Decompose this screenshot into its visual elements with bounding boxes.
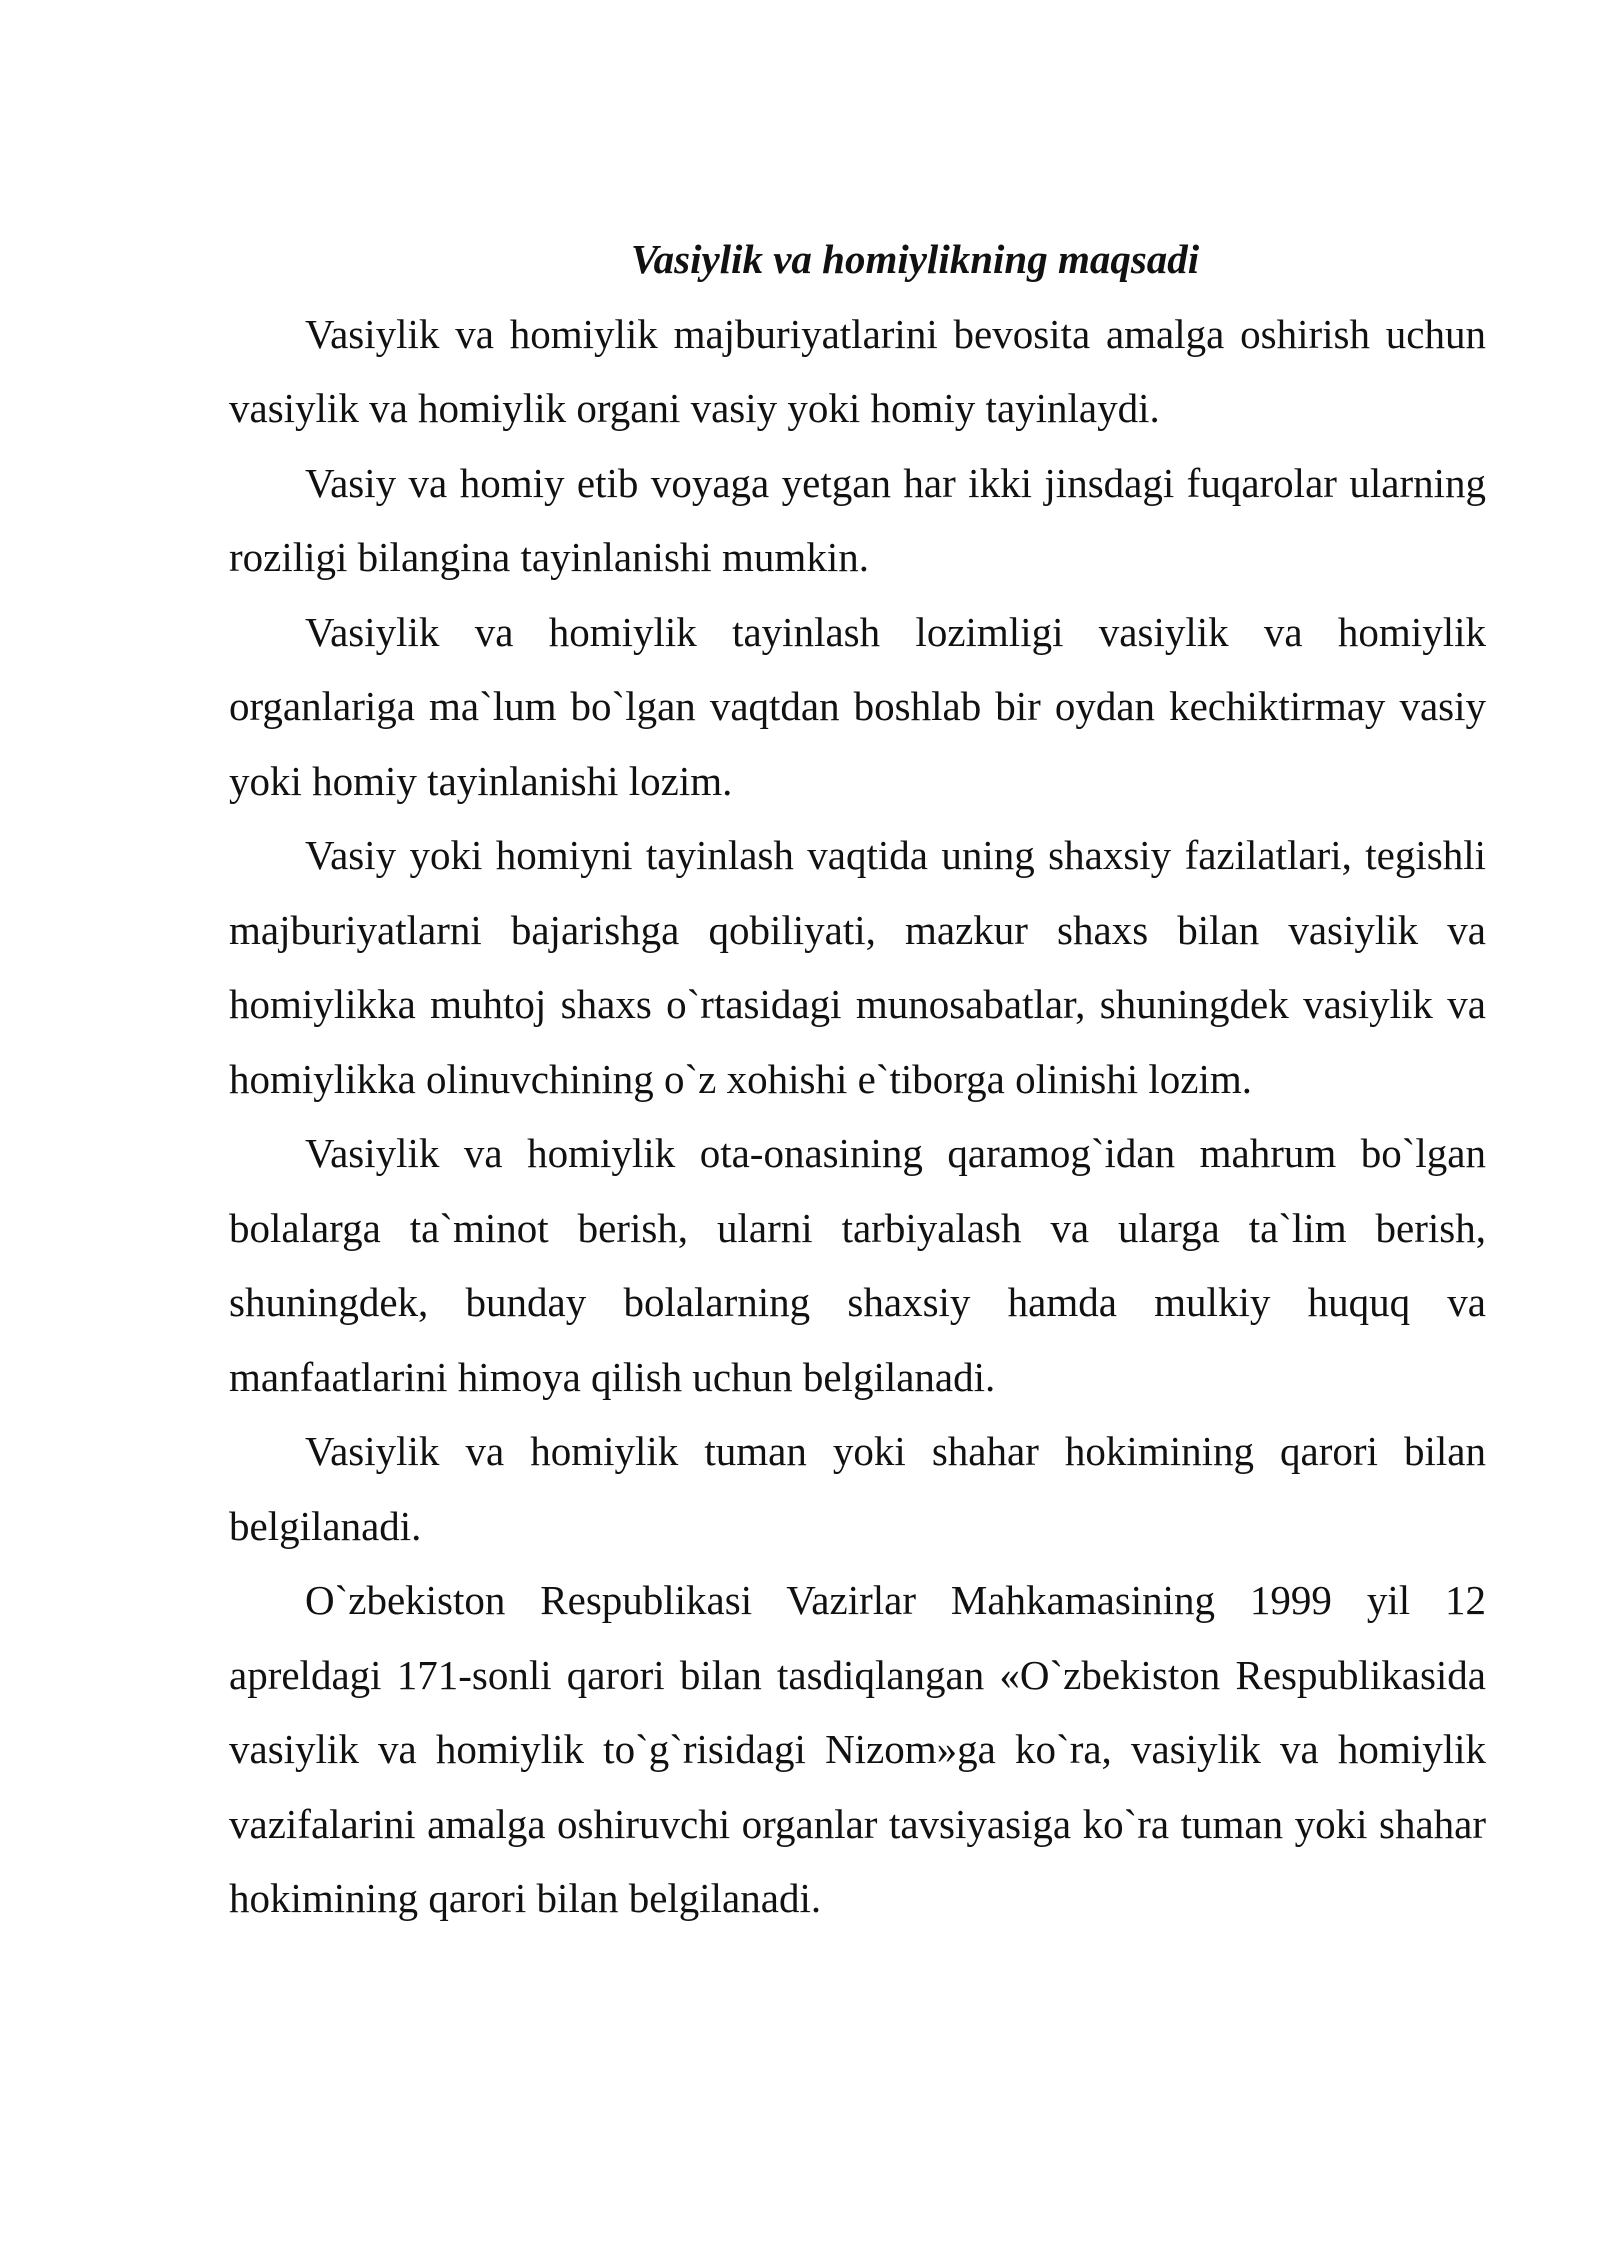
paragraph: Vasiy yoki homiyni tayinlash vaqtida uning shaxsiy fazilatlari, tegishli majburiyatlarni bajarishga qobiliyati, mazkur shaxs bilan vasiylik va homiylikka muhtoj shaxs o`rtasidagi munosabatlar, shuningdek vasiylik va homiylikka olinuvchining o`z xohishi e`tiborga olinishi lozim. <box>229 832 1486 1102</box>
paragraph: Vasiylik va homiylik tayinlash lozimligi vasiylik va homiylik organlariga ma`lum bo`lgan vaqtdan boshlab bir oydan kechiktirmay vasiy yoki homiy tayinlanishi lozim. <box>229 608 1486 804</box>
paragraph: Vasiylik va homiylik tuman yoki shahar hokimining qarori bilan belgilanadi. <box>229 1428 1486 1549</box>
section-title: Vasiylik va homiylikning maqsadi <box>630 236 1200 282</box>
paragraph: O`zbekiston Respublikasi Vazirlar Mahkamasining 1999 yil 12 apreldagi 171-sonli qarori bilan tasdiqlangan «O`zbekiston Respublikasida vasiylik va homiylik to`g`risidagi Nizom»ga ko`ra, vasiylik va homiylik vazifalarini amalga oshiruvchi organlar tavsiyasiga ko`ra tuman yoki shahar hokimining qarori bilan belgilanadi. <box>229 1577 1486 1921</box>
paragraph: Vasiy va homiy etib voyaga yetgan har ikki jinsdagi fuqarolar ularning roziligi bilangina tayinlanishi mumkin. <box>229 459 1486 580</box>
paragraph: Vasiylik va homiylik ota-onasining qaramog`idan mahrum bo`lgan bolalarga ta`minot berish, ularni tarbiyalash va ularga ta`lim berish, shuningdek, bunday bolalarning shaxsiy hamda mulkiy huquq va manfaatlarini himoya qilish uchun belgilanadi. <box>229 1130 1486 1400</box>
document-body <box>229 222 1486 1936</box>
paragraph: Vasiylik va homiylik majburiyatlarini bevosita amalga oshirish uchun vasiylik va homiylik organi vasiy yoki homiy tayinlaydi. <box>229 310 1486 431</box>
